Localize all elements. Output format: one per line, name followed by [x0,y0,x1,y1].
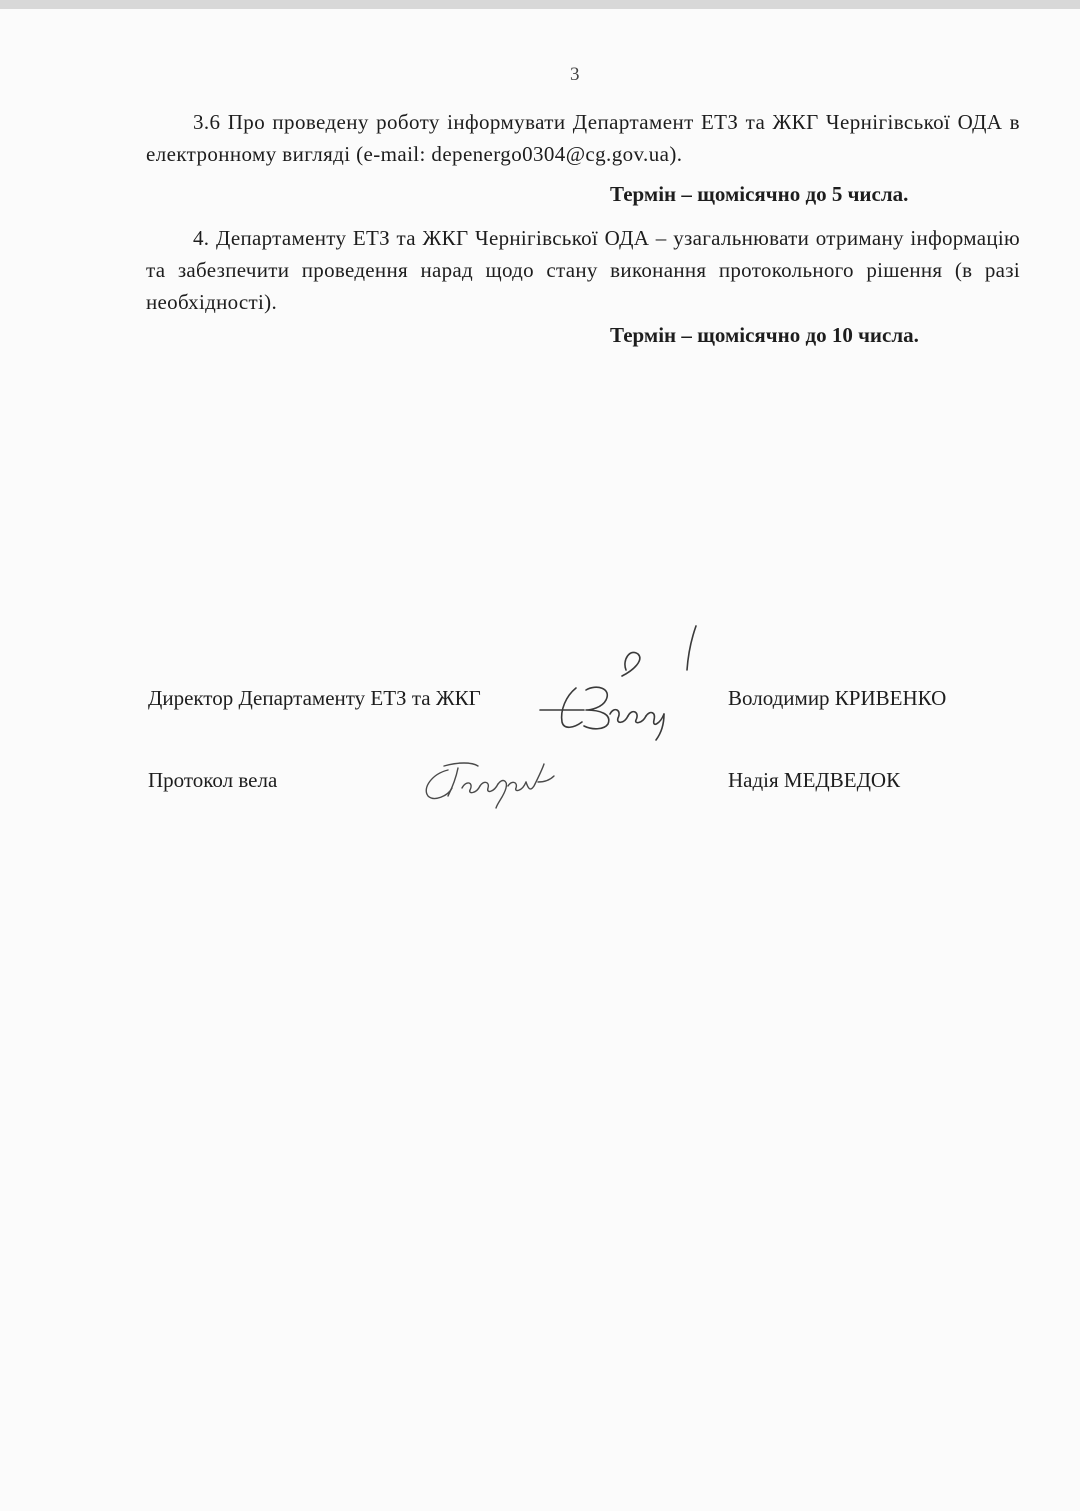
signature-row-secretary [148,768,1048,802]
scan-top-edge [0,0,1080,9]
signer-name: Володимир КРИВЕНКО [728,686,947,710]
signer-name: Надія МЕДВЕДОК [728,768,901,792]
signer-role: Директор Департаменту ЕТЗ та ЖКГ [148,686,481,710]
item-4-text: 4. Департаменту ЕТЗ та ЖКГ Чернігівської ОДА – узагальнювати отриману інформацію та забезпечити проведення нарад щодо стану виконання протокольного рішення (в разі необхідності). [146,226,1020,314]
page-number: 3 [570,64,580,85]
item-3-6-deadline: Термін – щомісячно до 5 числа. [610,182,909,206]
item-3-6-text: 3.6 Про проведену роботу інформувати Департамент ЕТЗ та ЖКГ Чернігівської ОДА в електронному вигляді (e-mail: depenergo0304@cg.gov.ua). [146,110,1020,166]
signer-role: Протокол вела [148,768,278,792]
director-handwritten-signature [526,618,716,748]
item-4-deadline: Термін – щомісячно до 10 числа. [610,323,919,347]
secretary-handwritten-signature [418,752,578,812]
